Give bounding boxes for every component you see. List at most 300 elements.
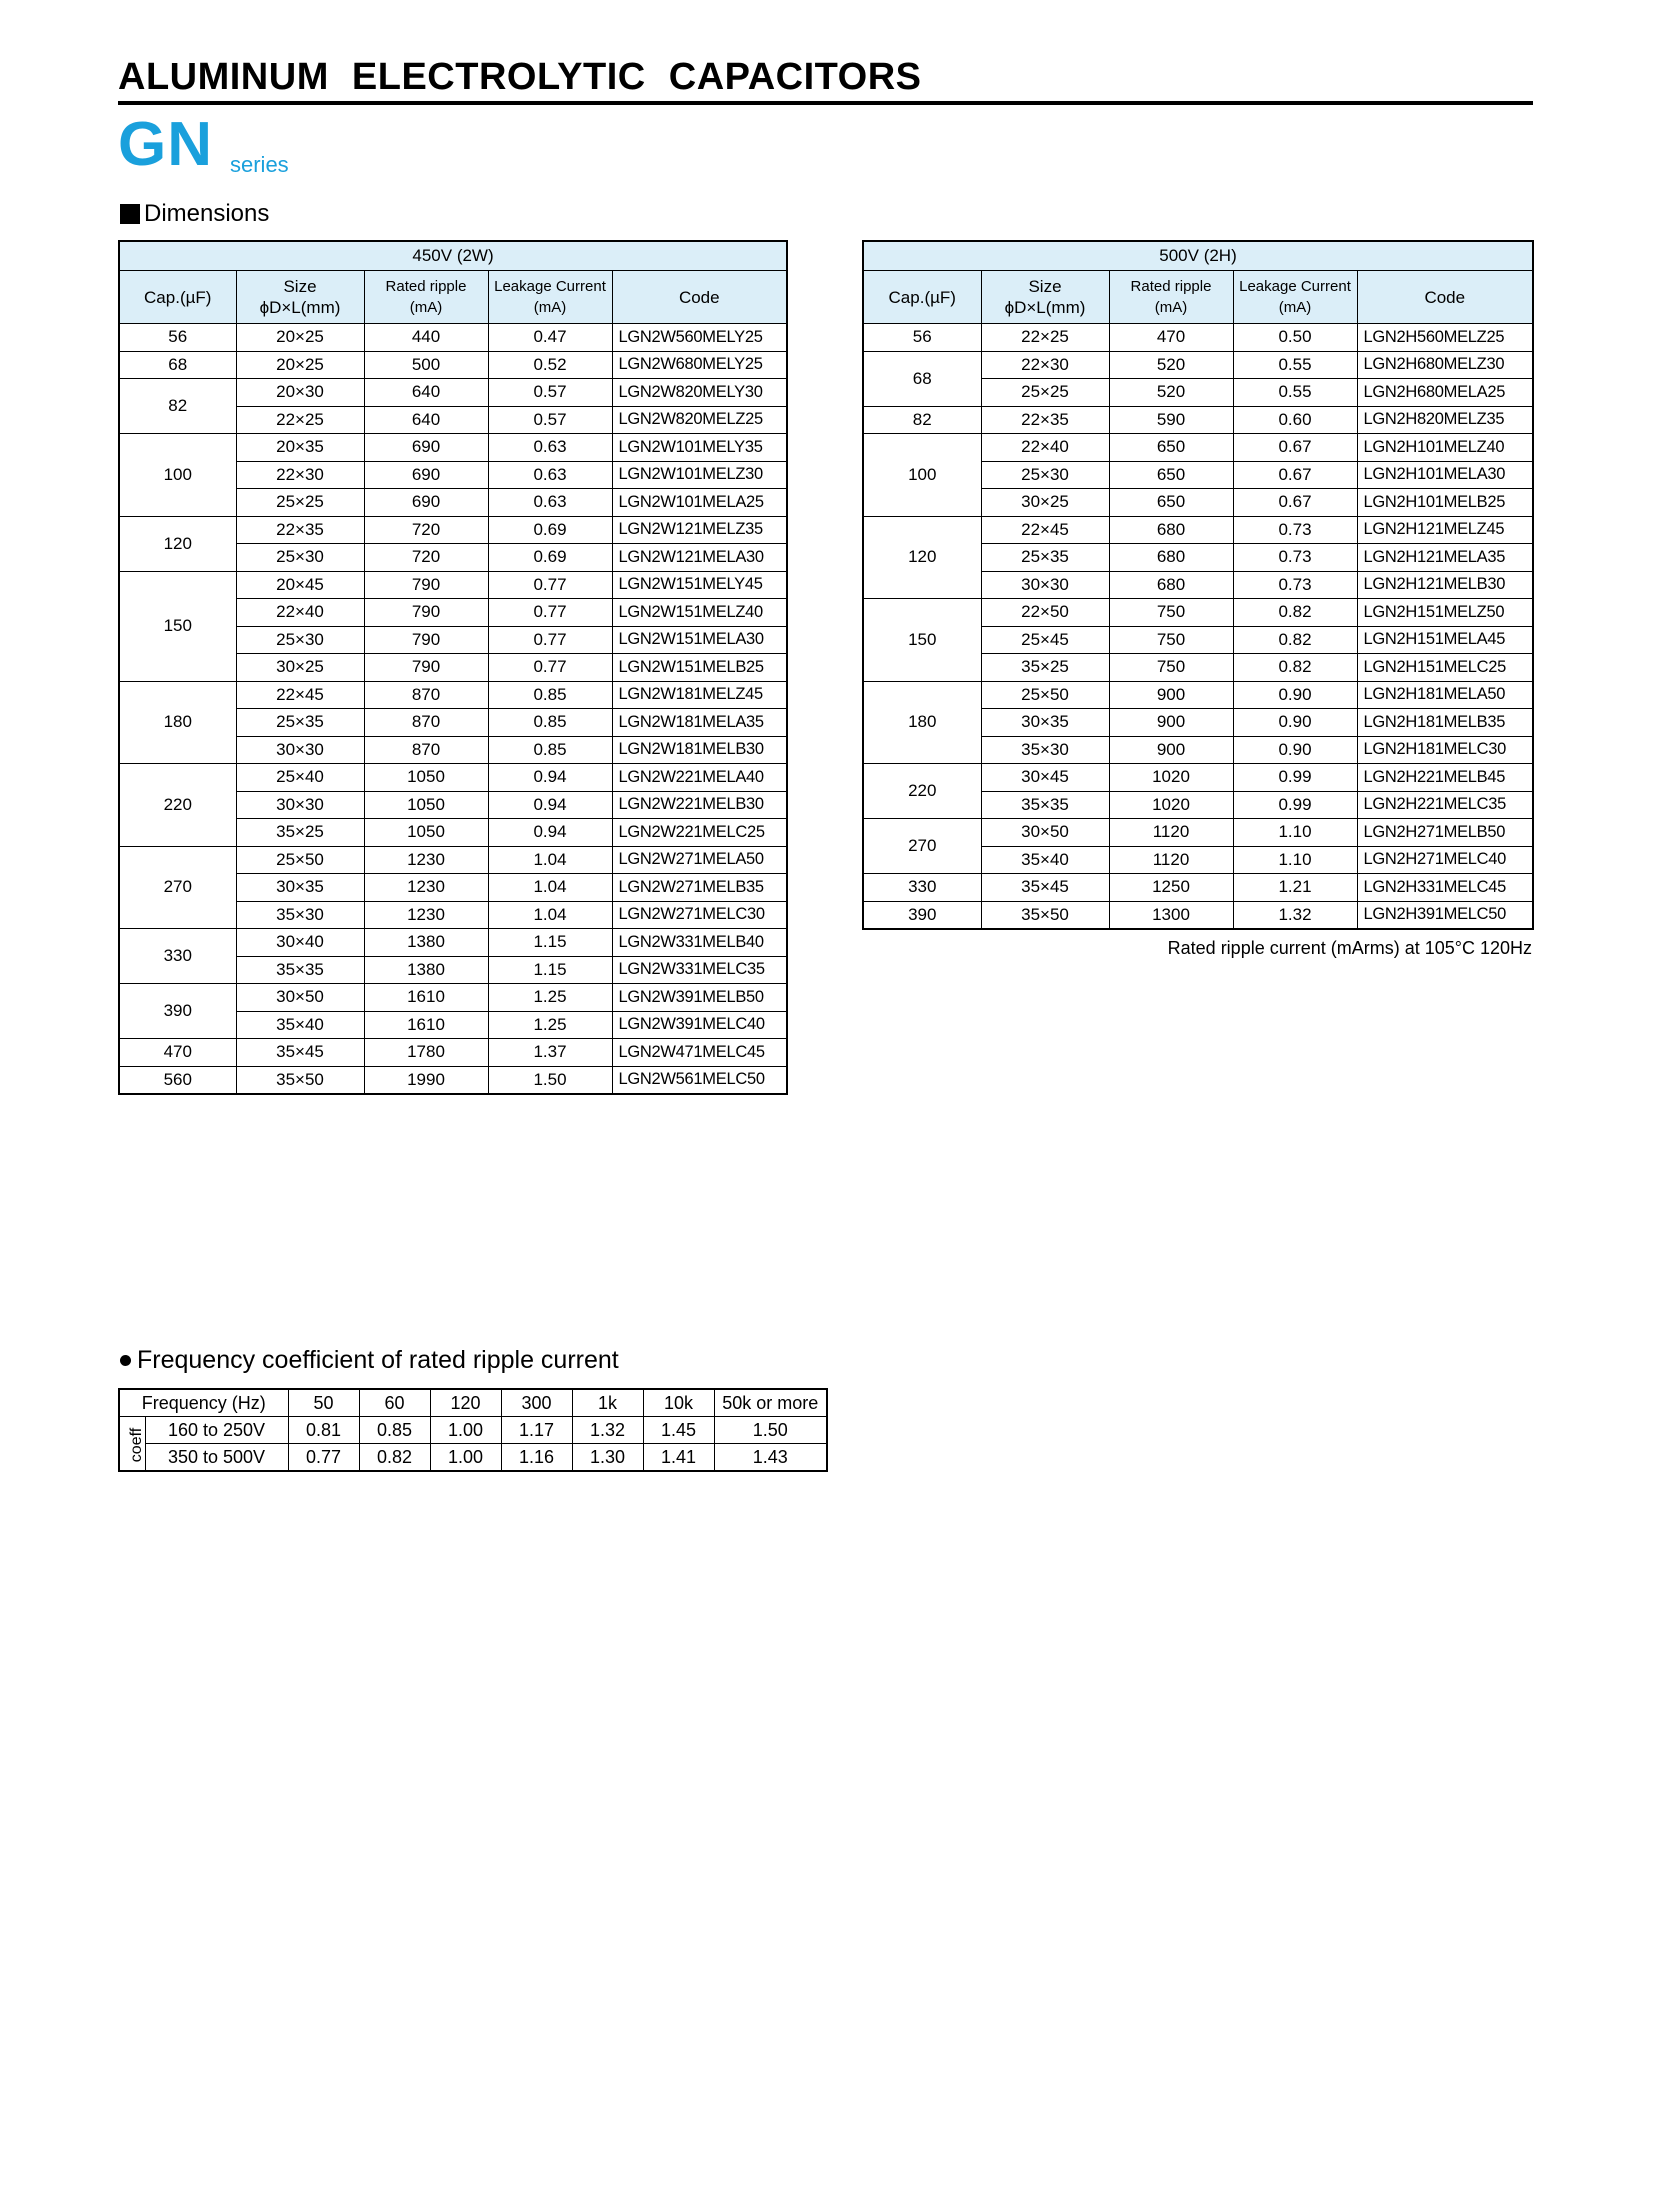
leakage-cell: 0.85 [488,736,612,764]
leakage-cell: 1.10 [1233,846,1357,874]
frequency-header-cell: 1k [572,1389,643,1417]
dimensions-heading [120,200,269,228]
code-cell: LGN2H181MELA50 [1357,681,1533,709]
ripple-cell: 1230 [364,901,488,929]
ripple-cell: 1780 [364,1039,488,1067]
size-cell: 35×35 [981,791,1109,819]
ripple-cell: 1120 [1109,846,1233,874]
table-row [863,406,1533,434]
size-cell: 30×25 [981,489,1109,517]
coefficient-cell: 0.77 [288,1444,359,1472]
ripple-cell: 870 [364,736,488,764]
cap-cell: 100 [119,434,236,517]
size-column-header: Size ϕD×L(mm) [981,271,1109,324]
leakage-cell: 0.55 [1233,351,1357,379]
leakage-cell: 0.99 [1233,791,1357,819]
size-cell: 22×30 [981,351,1109,379]
code-cell: LGN2W221MELB30 [612,791,787,819]
code-cell: LGN2W271MELA50 [612,846,787,874]
ripple-cell: 1020 [1109,791,1233,819]
leakage-cell: 0.60 [1233,406,1357,434]
ripple-cell: 690 [364,461,488,489]
ripple-cell: 1230 [364,874,488,902]
cap-cell: 56 [863,324,981,352]
ripple-cell: 690 [364,489,488,517]
leakage-cell: 0.77 [488,654,612,682]
size-cell: 35×50 [981,901,1109,929]
size-cell: 25×30 [236,544,364,572]
ripple-column-header: Rated ripple (mA) [364,271,488,324]
code-cell: LGN2W561MELC50 [612,1066,787,1094]
ripple-cell: 790 [364,571,488,599]
cap-column-header: Cap.(µF) [863,271,981,324]
size-cell: 22×25 [981,324,1109,352]
size-cell: 22×30 [236,461,364,489]
dimensions-heading-text: Dimensions [144,200,270,227]
leakage-cell: 0.57 [488,379,612,407]
leakage-cell: 1.10 [1233,819,1357,847]
coefficient-cell: 1.30 [572,1444,643,1472]
size-cell: 35×35 [236,956,364,984]
leakage-cell: 1.50 [488,1066,612,1094]
leakage-cell: 0.94 [488,764,612,792]
code-cell: LGN2H331MELC45 [1357,874,1533,902]
leakage-cell: 0.94 [488,819,612,847]
code-cell: LGN2H151MELC25 [1357,654,1533,682]
cap-cell: 220 [119,764,236,847]
ripple-cell: 690 [364,434,488,462]
table-row [119,846,787,874]
leakage-cell: 0.82 [1233,626,1357,654]
table-row [119,681,787,709]
ripple-cell: 870 [364,681,488,709]
ripple-cell: 790 [364,599,488,627]
code-cell: LGN2W181MELZ45 [612,681,787,709]
size-cell: 25×35 [981,544,1109,572]
leakage-column-header: Leakage Current (mA) [1233,271,1357,324]
table-row [119,351,787,379]
size-cell: 22×25 [236,406,364,434]
coefficient-cell: 1.41 [643,1444,714,1472]
coefficient-cell: 1.17 [501,1417,572,1444]
leakage-cell: 0.85 [488,681,612,709]
coeff-label [119,1417,145,1472]
size-cell: 25×35 [236,709,364,737]
ripple-cell: 1380 [364,929,488,957]
size-cell: 35×45 [236,1039,364,1067]
ripple-cell: 1250 [1109,874,1233,902]
ripple-cell: 900 [1109,736,1233,764]
code-cell: LGN2H560MELZ25 [1357,324,1533,352]
size-cell: 20×30 [236,379,364,407]
leakage-cell: 1.04 [488,901,612,929]
size-cell: 20×35 [236,434,364,462]
cap-cell: 82 [119,379,236,434]
title-rule [118,101,1533,105]
leakage-cell: 0.77 [488,599,612,627]
table-row [863,599,1533,627]
code-cell: LGN2W101MELA25 [612,489,787,517]
code-cell: LGN2W560MELY25 [612,324,787,352]
ripple-cell: 520 [1109,379,1233,407]
leakage-cell: 0.63 [488,461,612,489]
code-cell: LGN2W181MELA35 [612,709,787,737]
coefficient-cell: 1.45 [643,1417,714,1444]
ripple-cell: 750 [1109,626,1233,654]
frequency-heading-text: Frequency coefficient of rated ripple current [137,1346,619,1374]
leakage-cell: 0.77 [488,626,612,654]
code-cell: LGN2W820MELY30 [612,379,787,407]
frequency-label: Frequency (Hz) [119,1389,288,1417]
leakage-cell: 0.63 [488,489,612,517]
table-row [863,516,1533,544]
cap-cell: 150 [863,599,981,682]
table-row [119,1039,787,1067]
code-cell: LGN2W101MELZ30 [612,461,787,489]
size-cell: 25×30 [236,626,364,654]
code-cell: LGN2H271MELC40 [1357,846,1533,874]
table-row [863,819,1533,847]
table-row [119,434,787,462]
cap-cell: 150 [119,571,236,681]
ripple-cell: 1610 [364,984,488,1012]
code-cell: LGN2H101MELZ40 [1357,434,1533,462]
code-cell: LGN2H101MELB25 [1357,489,1533,517]
ripple-cell: 1050 [364,764,488,792]
size-cell: 20×25 [236,351,364,379]
leakage-cell: 0.85 [488,709,612,737]
code-cell: LGN2W820MELZ25 [612,406,787,434]
cap-cell: 68 [119,351,236,379]
table-row [863,874,1533,902]
size-cell: 22×45 [981,516,1109,544]
coefficient-cell: 1.00 [430,1417,501,1444]
size-cell: 30×45 [981,764,1109,792]
cap-cell: 100 [863,434,981,517]
code-cell: LGN2W151MELZ40 [612,599,787,627]
code-cell: LGN2W151MELA30 [612,626,787,654]
leakage-cell: 1.32 [1233,901,1357,929]
coefficient-cell: 1.32 [572,1417,643,1444]
ripple-cell: 680 [1109,516,1233,544]
size-cell: 30×50 [236,984,364,1012]
code-cell: LGN2W271MELB35 [612,874,787,902]
code-cell: LGN2H271MELB50 [1357,819,1533,847]
code-cell: LGN2H151MELA45 [1357,626,1533,654]
page-title: ALUMINUM ELECTROLYTIC CAPACITORS [118,56,922,98]
leakage-cell: 1.15 [488,929,612,957]
table-body [863,324,1533,930]
size-cell: 35×25 [236,819,364,847]
table-row [119,929,787,957]
code-cell: LGN2W331MELB40 [612,929,787,957]
ripple-cell: 900 [1109,709,1233,737]
ripple-cell: 680 [1109,571,1233,599]
leakage-cell: 0.67 [1233,434,1357,462]
code-cell: LGN2H181MELC30 [1357,736,1533,764]
cap-cell: 270 [119,846,236,929]
code-cell: LGN2H221MELB45 [1357,764,1533,792]
frequency-body [119,1417,827,1472]
table-row [863,434,1533,462]
leakage-cell: 0.90 [1233,736,1357,764]
frequency-header-cell: 300 [501,1389,572,1417]
table-row [119,379,787,407]
leakage-cell: 1.15 [488,956,612,984]
leakage-cell: 0.52 [488,351,612,379]
code-cell: LGN2W121MELA30 [612,544,787,572]
leakage-cell: 0.99 [1233,764,1357,792]
code-cell: LGN2W391MELB50 [612,984,787,1012]
leakage-cell: 0.47 [488,324,612,352]
code-cell: LGN2W271MELC30 [612,901,787,929]
frequency-coefficient-table [118,1388,828,1472]
leakage-cell: 1.04 [488,874,612,902]
code-cell: LGN2W331MELC35 [612,956,787,984]
table-row [119,1066,787,1094]
cap-cell: 390 [119,984,236,1039]
size-cell: 22×40 [236,599,364,627]
ripple-cell: 640 [364,379,488,407]
size-cell: 25×30 [981,461,1109,489]
ripple-cell: 1120 [1109,819,1233,847]
code-cell: LGN2H391MELC50 [1357,901,1533,929]
code-cell: LGN2W151MELY45 [612,571,787,599]
cap-cell: 470 [119,1039,236,1067]
size-cell: 25×40 [236,764,364,792]
leakage-cell: 0.55 [1233,379,1357,407]
leakage-cell: 0.90 [1233,709,1357,737]
ripple-cell: 790 [364,626,488,654]
size-cell: 25×50 [236,846,364,874]
code-cell: LGN2H181MELB35 [1357,709,1533,737]
table-row [863,681,1533,709]
code-column-header: Code [612,271,787,324]
ripple-note: Rated ripple current (mArms) at 105°C 120Hz [1167,938,1532,958]
size-cell: 30×40 [236,929,364,957]
cap-cell: 82 [863,406,981,434]
code-cell: LGN2H121MELZ45 [1357,516,1533,544]
size-cell: 22×35 [236,516,364,544]
series-label: series [230,152,289,177]
size-cell: 35×30 [236,901,364,929]
ripple-cell: 440 [364,324,488,352]
size-cell: 22×40 [981,434,1109,462]
size-cell: 22×35 [981,406,1109,434]
size-cell: 30×50 [981,819,1109,847]
voltage-range-cell: 160 to 250V [145,1417,288,1444]
coefficient-cell: 1.43 [714,1444,827,1472]
dimensions-table-500v [862,240,1534,930]
leakage-cell: 1.37 [488,1039,612,1067]
ripple-cell: 680 [1109,544,1233,572]
code-cell: LGN2W680MELY25 [612,351,787,379]
table-row [863,324,1533,352]
size-cell: 30×30 [981,571,1109,599]
leakage-column-header: Leakage Current (mA) [488,271,612,324]
size-cell: 20×25 [236,324,364,352]
coefficient-cell: 1.50 [714,1417,827,1444]
size-cell: 35×40 [236,1011,364,1039]
code-cell: LGN2H101MELA30 [1357,461,1533,489]
voltage-range-cell: 350 to 500V [145,1444,288,1472]
cap-cell: 120 [863,516,981,599]
coefficient-cell: 1.16 [501,1444,572,1472]
code-cell: LGN2W181MELB30 [612,736,787,764]
ripple-cell: 900 [1109,681,1233,709]
cap-cell: 56 [119,324,236,352]
frequency-heading [120,1346,619,1375]
voltage-header: 450V (2W) [119,241,787,271]
coeff-label-text: coeff [128,1427,146,1463]
ripple-cell: 1610 [364,1011,488,1039]
ripple-cell: 1380 [364,956,488,984]
ripple-cell: 720 [364,516,488,544]
code-cell: LGN2W121MELZ35 [612,516,787,544]
ripple-cell: 1300 [1109,901,1233,929]
coefficient-cell: 0.85 [359,1417,430,1444]
size-cell: 25×25 [981,379,1109,407]
leakage-cell: 0.50 [1233,324,1357,352]
size-cell: 35×30 [981,736,1109,764]
frequency-header-cell: 60 [359,1389,430,1417]
table-row [863,351,1533,379]
code-cell: LGN2W221MELC25 [612,819,787,847]
table-row [863,901,1533,929]
frequency-header-row [119,1389,827,1417]
size-cell: 30×30 [236,791,364,819]
ripple-cell: 500 [364,351,488,379]
ripple-cell: 1990 [364,1066,488,1094]
frequency-header-cell: 50k or more [714,1389,827,1417]
cap-cell: 330 [119,929,236,984]
code-cell: LGN2H121MELB30 [1357,571,1533,599]
cap-cell: 390 [863,901,981,929]
ripple-cell: 640 [364,406,488,434]
ripple-cell: 1050 [364,819,488,847]
size-cell: 30×25 [236,654,364,682]
leakage-cell: 0.69 [488,544,612,572]
size-cell: 25×25 [236,489,364,517]
leakage-cell: 0.73 [1233,516,1357,544]
ripple-cell: 590 [1109,406,1233,434]
leakage-cell: 0.57 [488,406,612,434]
size-cell: 22×45 [236,681,364,709]
frequency-header-cell: 50 [288,1389,359,1417]
size-cell: 30×30 [236,736,364,764]
size-cell: 30×35 [981,709,1109,737]
cap-cell: 180 [863,681,981,764]
code-cell: LGN2H680MELZ30 [1357,351,1533,379]
leakage-cell: 0.63 [488,434,612,462]
leakage-cell: 0.69 [488,516,612,544]
ripple-cell: 870 [364,709,488,737]
bullet-dot-icon [120,1355,131,1366]
code-cell: LGN2H121MELA35 [1357,544,1533,572]
table-row [119,324,787,352]
leakage-cell: 0.67 [1233,489,1357,517]
voltage-header: 500V (2H) [863,241,1533,271]
code-cell: LGN2H820MELZ35 [1357,406,1533,434]
ripple-cell: 720 [364,544,488,572]
ripple-cell: 650 [1109,434,1233,462]
leakage-cell: 1.04 [488,846,612,874]
table-row [119,984,787,1012]
size-cell: 35×45 [981,874,1109,902]
size-column-header: Size ϕD×L(mm) [236,271,364,324]
cap-cell: 120 [119,516,236,571]
cap-cell: 560 [119,1066,236,1094]
ripple-cell: 520 [1109,351,1233,379]
code-cell: LGN2W471MELC45 [612,1039,787,1067]
size-cell: 25×50 [981,681,1109,709]
code-column-header: Code [1357,271,1533,324]
leakage-cell: 0.73 [1233,544,1357,572]
leakage-cell: 0.77 [488,571,612,599]
code-cell: LGN2H221MELC35 [1357,791,1533,819]
size-cell: 25×45 [981,626,1109,654]
leakage-cell: 1.21 [1233,874,1357,902]
ripple-cell: 1020 [1109,764,1233,792]
leakage-cell: 1.25 [488,1011,612,1039]
coefficient-row [119,1444,827,1472]
leakage-cell: 0.94 [488,791,612,819]
ripple-cell: 790 [364,654,488,682]
cap-column-header: Cap.(µF) [119,271,236,324]
table-row [119,571,787,599]
table-row [119,516,787,544]
leakage-cell: 1.25 [488,984,612,1012]
size-cell: 22×50 [981,599,1109,627]
table-row [863,764,1533,792]
ripple-cell: 470 [1109,324,1233,352]
ripple-cell: 650 [1109,489,1233,517]
code-cell: LGN2W151MELB25 [612,654,787,682]
code-cell: LGN2W391MELC40 [612,1011,787,1039]
leakage-cell: 0.82 [1233,654,1357,682]
leakage-cell: 0.90 [1233,681,1357,709]
size-cell: 20×45 [236,571,364,599]
cap-cell: 270 [863,819,981,874]
leakage-cell: 0.67 [1233,461,1357,489]
code-cell: LGN2H680MELA25 [1357,379,1533,407]
cap-cell: 220 [863,764,981,819]
cap-cell: 330 [863,874,981,902]
leakage-cell: 0.82 [1233,599,1357,627]
size-cell: 35×25 [981,654,1109,682]
size-cell: 35×40 [981,846,1109,874]
table-body [119,324,787,1095]
ripple-cell: 1050 [364,791,488,819]
coefficient-cell: 0.81 [288,1417,359,1444]
ripple-cell: 650 [1109,461,1233,489]
frequency-header-cell: 10k [643,1389,714,1417]
ripple-cell: 750 [1109,599,1233,627]
code-cell: LGN2H151MELZ50 [1357,599,1533,627]
size-cell: 35×50 [236,1066,364,1094]
cap-cell: 68 [863,351,981,406]
coefficient-cell: 0.82 [359,1444,430,1472]
leakage-cell: 0.73 [1233,571,1357,599]
dimensions-table-450v [118,240,788,1095]
table-row [119,764,787,792]
ripple-column-header: Rated ripple (mA) [1109,271,1233,324]
frequency-header-cell: 120 [430,1389,501,1417]
code-cell: LGN2W101MELY35 [612,434,787,462]
coefficient-cell: 1.00 [430,1444,501,1472]
code-cell: LGN2W221MELA40 [612,764,787,792]
ripple-cell: 1230 [364,846,488,874]
